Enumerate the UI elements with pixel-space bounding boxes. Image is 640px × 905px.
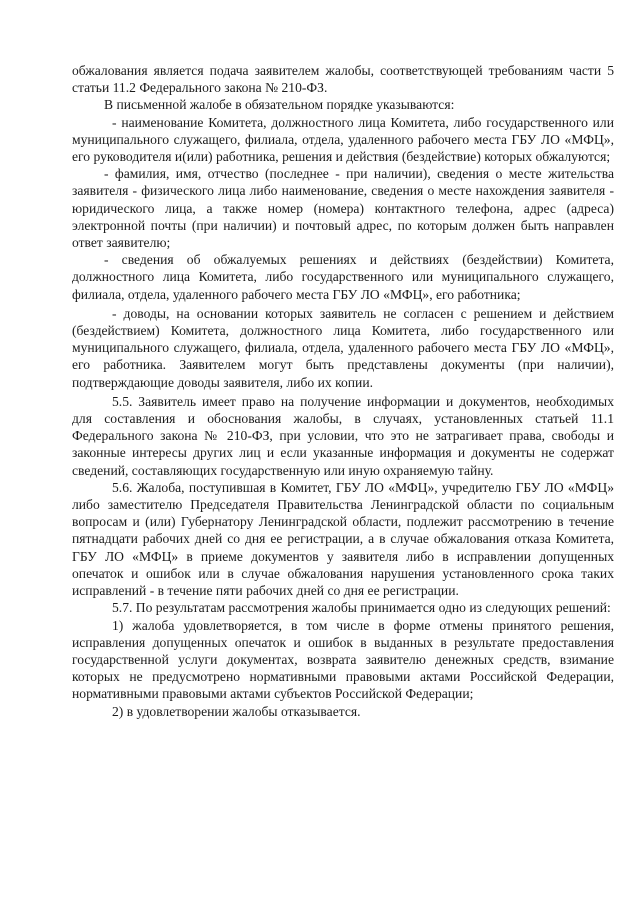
list-item-arguments: - доводы, на основании которых заявитель не согласен с решением и действием (бездействием) Комитета, должностного лица Комитета, либо государственного или муниципального служащего, филиала, отдела, удаленного рабочего места ГБУ ЛО «МФЦ», его работника. Заявителем могут быть представлены документы (при наличии), подтверждающие доводы заявителя, либо их копии. bbox=[72, 305, 614, 390]
paragraph-5-5: 5.5. Заявитель имеет право на получение информации и документов, необходимых для составления и обоснования жалобы, в случаях, установленных статьей 11.1 Федерального закона № 210-ФЗ, при условии, что это не затрагивает права, свободы и законные интересы других лиц и если указанные информация и документы не содержат сведений, составляющих государственную или иную охраняемую тайну. bbox=[72, 393, 614, 478]
paragraph-continuation: обжалования является подача заявителем жалобы, соответствующей требованиям части 5 статьи 11.2 Федерального закона № 210-ФЗ. bbox=[72, 63, 614, 96]
list-item-applicant-details: - фамилия, имя, отчество (последнее - при наличии), сведения о месте жительства заявителя - физического лица либо наименование, сведения о месте нахождения заявителя - юридического лица, а также номер (номера) контактного телефона, адрес (адреса) электронной почты (при наличии) и почтовый адрес, по которым должен быть направлен ответ заявителю; bbox=[72, 166, 614, 251]
list-item-appealed-decisions: - сведения об обжалуемых решениях и действиях (бездействии) Комитета, должностного лица Комитета, либо государственного или муниципального служащего, филиала, отдела, удаленного рабочего места ГБУ ЛО «МФЦ», его работника; bbox=[72, 252, 614, 302]
decision-option-2: 2) в удовлетворении жалобы отказывается. bbox=[112, 703, 361, 719]
paragraph-5-7: 5.7. По результатам рассмотрения жалобы принимается одно из следующих решений: bbox=[112, 600, 611, 616]
paragraph-complaint-contents-intro: В письменной жалобе в обязательном порядке указываются: bbox=[104, 97, 455, 113]
paragraph-5-6: 5.6. Жалоба, поступившая в Комитет, ГБУ ЛО «МФЦ», учредителю ГБУ ЛО «МФЦ» либо заместителю Председателя Правительства Ленинградской области по социальным вопросам и (или) Губернатору Ленинградской области, подлежит рассмотрению в течение пятнадцати рабочих дней со дня ее регистрации, а в случае обжалования отказа Комитета, ГБУ ЛО «МФЦ» в приеме документов у заявителя либо в исправлении допущенных опечаток и ошибок или в случае обжалования нарушения установленного срока таких исправлений - в течение пяти рабочих дней со дня ее регистрации. bbox=[72, 479, 614, 599]
decision-option-1: 1) жалоба удовлетворяется, в том числе в форме отмены принятого решения, исправления допущенных опечаток и ошибок в выданных в результате предоставления государственной услуги документах, возврата заявителю денежных средств, взимание которых не предусмотрено нормативными правовыми актами Российской Федерации, нормативными правовыми актами субъектов Российской Федерации; bbox=[72, 617, 614, 702]
list-item-name-of-authority: - наименование Комитета, должностного лица Комитета, либо государственного или муниципального служащего, филиала, отдела, удаленного рабочего места ГБУ ЛО «МФЦ», его руководителя и(или) работника, решения и действия (бездействие) которых обжалуются; bbox=[72, 114, 614, 165]
